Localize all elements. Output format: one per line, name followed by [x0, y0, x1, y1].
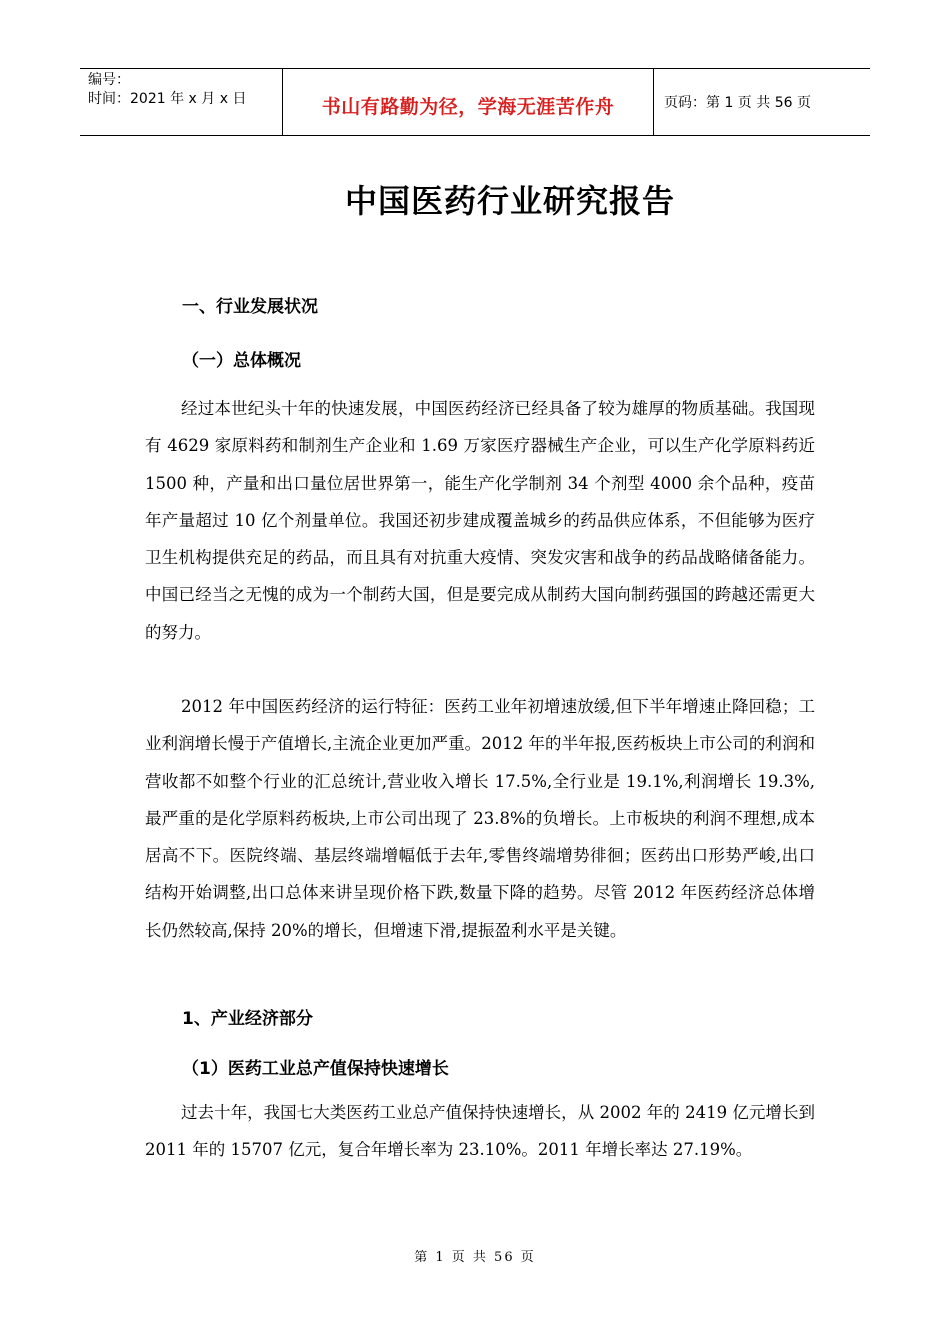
page-header: [80, 68, 870, 136]
page-footer: 第 1 页 共 56 页: [414, 1250, 536, 1265]
page-info: 页码：第 1 页 共 56 页: [664, 95, 811, 111]
subsection-heading-2: （1）医药工业总产值保持快速增长: [182, 1059, 449, 1079]
header-page-cell: [654, 69, 870, 135]
document-title: 中国医药行业研究报告: [344, 182, 675, 220]
time-label: 时间：2021 年 x 月 x 日: [88, 91, 247, 107]
header-motto-cell: [282, 69, 654, 135]
paragraph-2012-characteristics: 2012 年中国医药经济的运行特征：医药工业年初增速放缓,但下半年增速止降回稳；工业利润增长慢于产值增长,主流企业更加严重。2012 年的半年报,医药板块上市公司的利润和营收都不如整个行业的汇总统计,营业收入增长 17.5%,全行业是 19.1%,利润增长 19.3%,最严重的是化学原料药板块,上市公司出现了 23.8%的负增长。上市板块的利润不理想,成本居高不下。医院终端、基层终端增幅低于去年,零售终端增势徘徊；医药出口形势严峻,出口结构开始调整,出口总体来讲呈现价格下跌,数量下降的趋势。尽管 2012 年医药经济总体增长仍然较高,保持 20%的增长，但增速下滑,提振盈利水平是关键。: [145, 697, 815, 940]
section-heading-2: 1、产业经济部分: [182, 1009, 313, 1029]
header-meta: [80, 69, 282, 135]
paragraph-output-growth: 过去十年，我国七大类医药工业总产值保持快速增长，从 2002 年的 2419 亿元增长到 2011 年的 15707 亿元，复合年增长率为 23.10%。2011 年增长率达 27.19%。: [145, 1103, 815, 1160]
serial-label: 编号：: [88, 72, 130, 88]
paragraph-overview: 经过本世纪头十年的快速发展，中国医药经济已经具备了较为雄厚的物质基础。我国现有 4629 家原料药和制剂生产企业和 1.69 万家医疗器械生产企业，可以生产化学原料药近 1500 种，产量和出口量位居世界第一，能生产化学制剂 34 个剂型 4000 余个品种，疫苗年产量超过 10 亿个剂量单位。我国还初步建成覆盖城乡的药品供应体系，不但能够为医疗卫生机构提供充足的药品，而且具有对抗重大疫情、突发灾害和战争的药品战略储备能力。中国已经当之无愧的成为一个制药大国，但是要完成从制药大国向制药强国的跨越还需更大的努力。: [145, 399, 815, 642]
subsection-heading-1: （一）总体概况: [182, 351, 301, 371]
section-heading-1: 一、行业发展状况: [182, 297, 318, 317]
motto-text: 书山有路勤为径，学海无涯苦作舟: [321, 95, 615, 118]
